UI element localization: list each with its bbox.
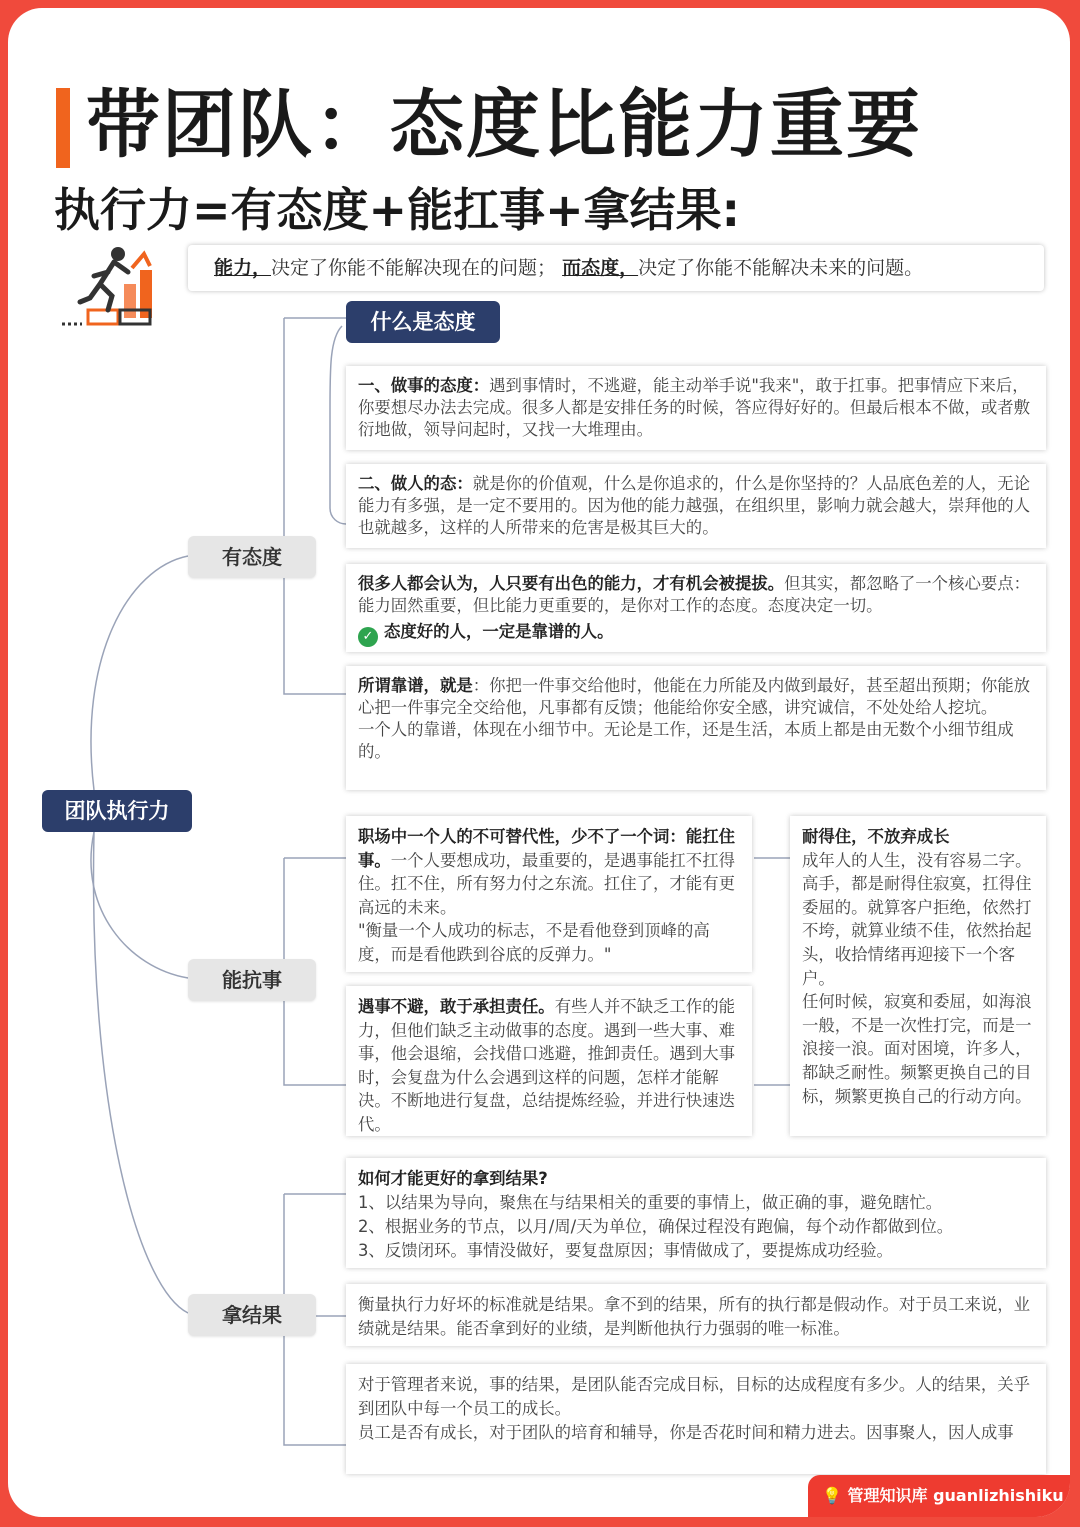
result-box-manager-text2: 员工是否有成长，对于团队的培育和辅导，你是否花时间和精力进去。因事聚人，因人成事 [358, 1423, 1014, 1442]
attitude-box-reliable-text2: 一个人的靠谱，体现在小细节中。无论是工作，还是生活，本质上都是由无数个小细节组成的。 [358, 720, 1014, 761]
footer-brand-text: 管理知识库 guanlizhishiku [847, 1486, 1064, 1505]
result-list-item: 2、根据业务的节点，以月/周/天为单位，确保过程没有跑偏，每个动作都做到位。 [358, 1217, 954, 1236]
attitude-box-work-title: 一、做事的态度： [358, 376, 490, 395]
attitude-text: 决定了你能不能解决未来的问题。 [638, 257, 924, 279]
attitude-check-text: 态度好的人，一定是靠谱的人。 [384, 622, 614, 641]
carry-box-quote: "衡量一个人成功的标志，不是看他登到顶峰的高度，而是看他跌到谷底的反弹力。" [358, 921, 710, 964]
result-box-how [346, 1158, 1046, 1268]
result-box-standard [346, 1284, 1046, 1346]
carry-box-responsibility-text: 有些人并不缺乏工作的能力，但他们缺乏主动做事的态度。遇到一些大事、难事，他会退缩，会找借口逃避，推卸责任。遇到大事时，会复盘为什么会遇到这样的问题，怎样才能解决。不断地进行复盘，总结提炼经验，并进行快速迭代。 [358, 997, 735, 1134]
attitude-box-work [346, 366, 1046, 450]
attitude-check-line [358, 621, 1034, 647]
root-node-team-execution: 团队执行力 [42, 790, 192, 832]
branch-get-results: 拿结果 [188, 1294, 316, 1336]
footer-brand-tag [808, 1475, 1070, 1517]
branch-carry-things: 能抗事 [188, 959, 316, 1001]
carry-box-irreplaceable-title: 职场中一个人的不可替代性，少不了一个词：能扛住事。 [358, 827, 735, 870]
result-box-manager [346, 1364, 1046, 1474]
ability-label: 能力， [214, 257, 272, 279]
carry-box-responsibility [346, 986, 752, 1136]
attitude-box-reliable [346, 666, 1046, 790]
page-subtitle: 执行力=有态度+能扛事+拿结果: [54, 183, 741, 237]
attitude-box-promotion [346, 564, 1046, 652]
attitude-label: 而态度， [562, 257, 639, 279]
result-list-item: 3、反馈闭环。事情没做好，要复盘原因；事情做成了，要提炼成功经验。 [358, 1241, 893, 1260]
carry-box-endurance-title: 耐得住，不放弃成长 [802, 827, 950, 846]
attitude-box-reliable-title: 所谓靠谱，就是 [358, 676, 473, 695]
carry-box-irreplaceable [346, 816, 752, 972]
result-box-standard-text: 衡量执行力好坏的标准就是结果。拿不到的结果，所有的执行都是假动作。对于员工来说，业绩就是结果。能否拿到好的业绩，是判断他执行力强弱的唯一标准。 [358, 1295, 1031, 1338]
attitude-box-person [346, 464, 1046, 548]
carry-box-irreplaceable-text: 一个人要想成功，最重要的，是遇事能扛不扛得住。扛不住，所有努力付之东流。扛住了，才能有更高远的未来。 [358, 850, 735, 917]
branch-attitude: 有态度 [188, 536, 316, 578]
attitude-box-promotion-title: 很多人都会认为，人只要有出色的能力，才有机会被提拔。 [358, 574, 785, 593]
page [8, 8, 1070, 1517]
attitude-box-person-text: 就是你的价值观，什么是你追求的，什么是你坚持的？人品底色差的人，无论能力有多强，是一定不要用的。因为他的能力越强，在组织里，影响力就会越大，崇拜他的人也就越多，这样的人所带来的危害是极其巨大的。 [358, 474, 1031, 537]
carry-box-endurance-text: 成年人的人生，没有容易二字。高手，都是耐得住寂寞，扛得住委屈的。就算客户拒绝，依然打不垮，就算业绩不佳，依然抬起头，收拾情绪再迎接下一个客户。 [802, 850, 1032, 988]
lightbulb-icon: 💡 [822, 1486, 842, 1505]
attitude-box-work-text: 遇到事情时，不逃避，能主动举手说"我来"，敢于扛事。把事情应下来后，你要想尽办法去完成。很多人都是安排任务的时候，答应得好好的。但最后根本不做，或者敷衍地做，领导问起时，又找一大堆理由。 [358, 376, 1031, 439]
result-box-how-title: 如何才能更好的拿到结果? [358, 1169, 548, 1188]
result-box-manager-text: 对于管理者来说，事的结果，是团队能否完成目标，目标的达成程度有多少。人的结果，关乎到团队中每一个员工的成长。 [358, 1375, 1031, 1418]
result-list-item: 1、以结果为导向，聚焦在与结果相关的重要的事情上，做正确的事，避免瞎忙。 [358, 1193, 943, 1212]
attitude-box-promotion-text: 但其实，都忽略了一个核心要点：能力固然重要，但比能力更重要的，是你对工作的态度。态度决定一切。 [358, 574, 1031, 615]
ability-text: 决定了你能不能解决现在的问题； [271, 257, 557, 279]
page-title: 带团队：态度比能力重要 [86, 82, 922, 168]
carry-box-responsibility-title: 遇事不避，敢于承担责任。 [358, 997, 555, 1016]
what-is-attitude-header: 什么是态度 [346, 301, 500, 343]
carry-box-endurance-text2: 任何时候，寂寞和委屈，如海浪一般，不是一次性打完，而是一浪接一浪。面对困境，许多人，都缺乏耐性。频繁更换自己的目标，频繁更换自己的行动方向。 [802, 992, 1032, 1106]
carry-box-endurance [790, 816, 1046, 1136]
check-circle-icon: ✓ [358, 627, 378, 647]
attitude-box-reliable-text: ：你把一件事交给他时，他能在力所能及内做到最好，甚至超出预期；你能放心把一件事完全交给他，凡事都有反馈；他能给你安全感，讲究诚信，不处处给人挖坑。 [358, 676, 1031, 717]
attitude-box-person-title: 二、做人的态： [358, 474, 473, 493]
